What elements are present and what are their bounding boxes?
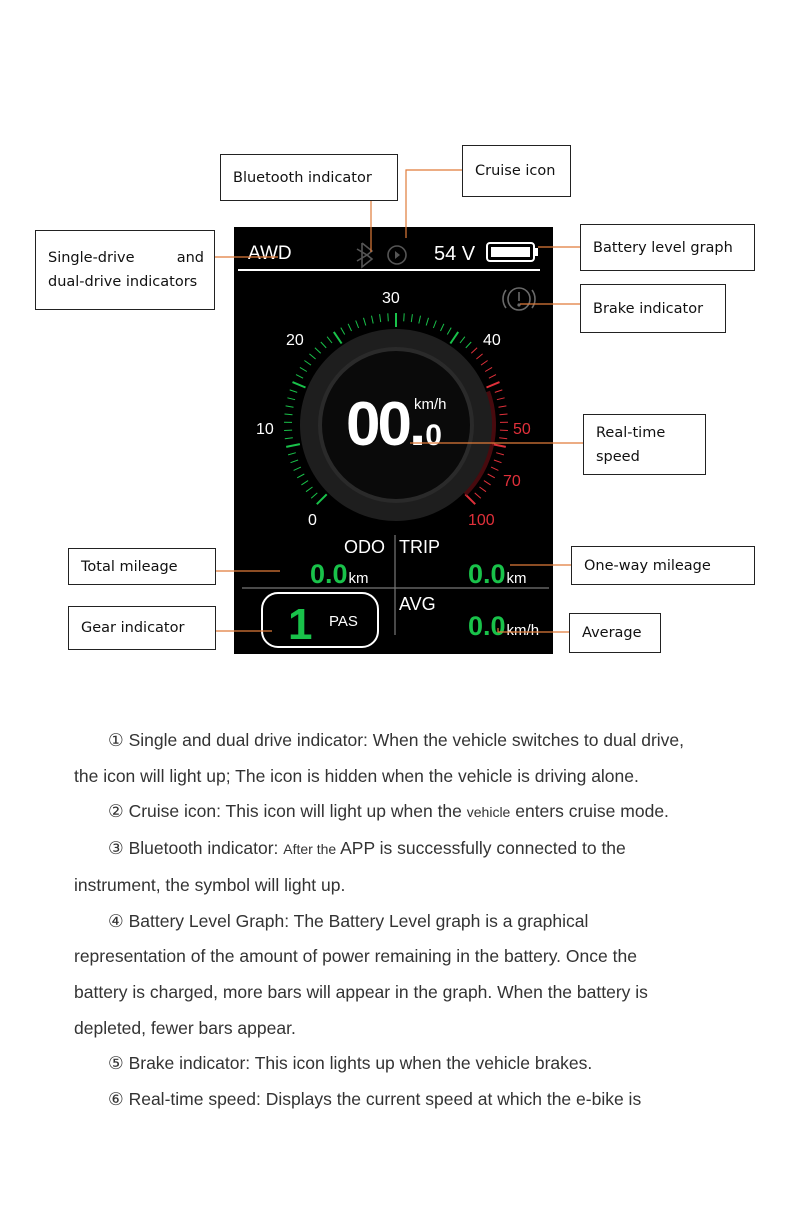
- callout-total-mileage: Total mileage: [68, 548, 216, 585]
- gauge-tick-label-10: 10: [256, 421, 274, 438]
- callout-brake: Brake indicator: [580, 284, 726, 333]
- callout-drive: [35, 230, 215, 310]
- gauge-tick-label-100: 100: [468, 512, 495, 529]
- gauge-tick-label-0: 0: [308, 512, 317, 529]
- callout-one-way-mileage: One-way mileage: [571, 546, 755, 585]
- item-4-line-4: depleted, fewer bars appear.: [74, 1017, 296, 1038]
- gauge-tick-label-30: 30: [382, 290, 400, 307]
- gauge-tick-label-40: 40: [483, 332, 501, 349]
- callout-gear: Gear indicator: [68, 606, 216, 650]
- item-1-line-2: the icon will light up; The icon is hidden when the vehicle is driving alone.: [74, 765, 639, 786]
- odo-readout: 0.0km: [310, 559, 369, 589]
- speed-unit: km/h: [414, 396, 447, 413]
- trip-label: TRIP: [399, 537, 441, 557]
- gear-mode-label: PAS: [329, 613, 358, 630]
- item-6: ⑥ Real-time speed: Displays the current speed at which the e-bike is: [108, 1089, 642, 1110]
- avg-label: AVG: [399, 594, 436, 614]
- item-5: ⑤ Brake indicator: This icon lights up when the vehicle brakes.: [108, 1053, 593, 1074]
- item-3-line-2: instrument, the symbol will light up.: [74, 874, 346, 895]
- callout-drive-line2: dual-drive indicators: [48, 274, 198, 290]
- callout-battery: Battery level graph: [580, 224, 755, 271]
- callout-cruise: Cruise icon: [462, 145, 571, 197]
- item-1-line-1: ① Single and dual drive indicator: When the vehicle switches to dual drive,: [108, 730, 685, 750]
- speed-value: 00.0: [346, 390, 439, 459]
- callout-average: Average: [569, 613, 661, 653]
- trip-readout: 0.0km: [468, 559, 527, 589]
- item-4-line-1: ④ Battery Level Graph: The Battery Level graph is a graphical: [108, 910, 589, 931]
- gear-number: 1: [288, 600, 313, 649]
- callout-drive-line1: Single-drive: [48, 250, 135, 266]
- callout-speed: [583, 414, 706, 475]
- gauge-tick-label-70: 70: [503, 473, 521, 490]
- item-4-line-3: battery is charged, more bars will appear in the graph. When the battery is: [74, 981, 648, 1002]
- callout-drive-and: and: [176, 250, 204, 266]
- battery-voltage: 54 V: [434, 243, 476, 265]
- description-text: [74, 723, 734, 1118]
- item-3-line-1: ③ Bluetooth indicator: After the APP is successfully connected to the: [108, 838, 626, 859]
- callout-speed-line2: speed: [596, 448, 640, 465]
- drive-mode-indicator: AWD: [248, 243, 292, 264]
- avg-readout: 0.0km/h: [468, 611, 540, 641]
- item-4-line-2: representation of the amount of power remaining in the battery. Once the: [74, 946, 637, 967]
- odo-label: ODO: [344, 537, 386, 557]
- callout-bluetooth: Bluetooth indicator: [220, 154, 398, 201]
- gauge-tick-label-20: 20: [286, 332, 304, 349]
- item-2: ② Cruise icon: This icon will light up when the vehicle enters cruise mode.: [108, 801, 669, 822]
- callout-speed-line1: Real-time: [596, 424, 666, 441]
- gauge-tick-label-50: 50: [513, 421, 531, 438]
